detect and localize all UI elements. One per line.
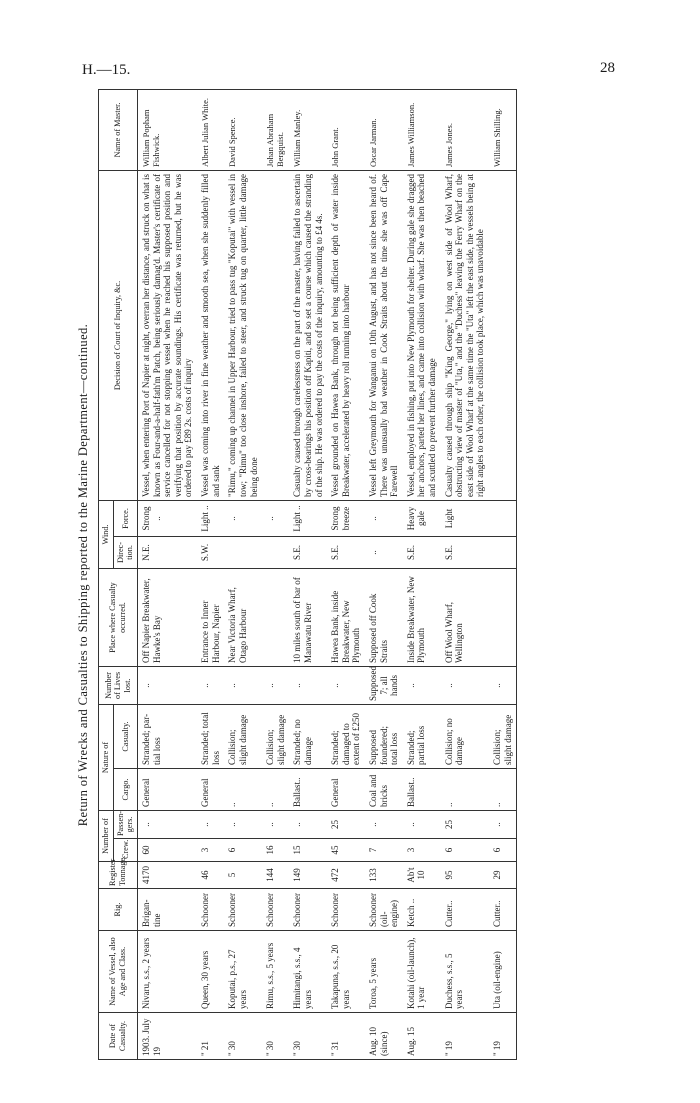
cell-tonnage: 149 [289, 862, 327, 889]
cell-date: " 21 [197, 1013, 224, 1060]
col-rig: Rig. [99, 889, 138, 931]
table-row [289, 89, 327, 1059]
cell-date: 1903. July 19 [138, 1013, 198, 1060]
cell-direction [224, 536, 262, 568]
cell-direction [262, 536, 289, 568]
cell-force: Heavy gale [403, 500, 441, 536]
cell-date: " 30 [262, 1013, 289, 1060]
cell-vessel: Uta (oil-engine) [489, 931, 517, 1013]
col-number-of: Number of [99, 810, 114, 861]
cell-tonnage: 5 [224, 862, 262, 889]
cell-cargo: Coal and bricks [365, 768, 403, 810]
cell-passengers: .. [138, 810, 198, 838]
cell-place: 10 miles south of bar of Manawatu River [289, 568, 327, 666]
cell-force: Light .. [289, 500, 327, 536]
cell-casualty: Collision; slight damage [224, 704, 262, 768]
cell-vessel: Takapuna, s.s., 20 years [327, 931, 365, 1013]
cell-cargo: .. [489, 768, 517, 810]
cell-date: " 30 [289, 1013, 327, 1060]
cell-crew: 3 [403, 839, 441, 862]
col-wind: Wind. [99, 500, 114, 568]
cell-tonnage: 46 [197, 862, 224, 889]
cell-decision: Vessel, employed in fishing, put into New Plymouth for shelter. During gale she dragged her anchors, parted her lines, and came into collision with wharf. She was then beached and scuttled to prevent further damage [403, 170, 441, 500]
cell-passengers: .. [365, 810, 403, 838]
cell-tonnage: 4170 [138, 862, 198, 889]
cell-force: Strong breeze [327, 500, 365, 536]
cell-casualty: Supposed foundered; total loss [365, 704, 403, 768]
cell-tonnage: Ab't 10 [403, 862, 441, 889]
cell-lives: .. [289, 666, 327, 704]
cell-casualty: Collision; slight damage [262, 704, 289, 768]
cell-passengers: 25 [441, 810, 489, 838]
cell-cargo: General [327, 768, 365, 810]
table-row [403, 89, 441, 1059]
cell-date: " 19 [489, 1013, 517, 1060]
cell-casualty: Collision; slight damage [489, 704, 517, 768]
table-row [327, 89, 365, 1059]
cell-tonnage: 144 [262, 862, 289, 889]
cell-cargo: .. [441, 768, 489, 810]
cell-vessel: Toroa, 5 years [365, 931, 403, 1013]
cell-place [489, 568, 517, 666]
cell-master: William Manley. [289, 89, 327, 170]
col-direction: Direc-tion. [113, 536, 137, 568]
cell-passengers: .. [403, 810, 441, 838]
cell-tonnage: 472 [327, 862, 365, 889]
cell-rig: Schooner [262, 889, 289, 931]
cell-direction: S.E. [327, 536, 365, 568]
cell-date: " 19 [441, 1013, 489, 1060]
cell-passengers: 25 [327, 810, 365, 838]
cell-date: Aug. 15 [403, 1013, 441, 1060]
cell-master: John Grant. [327, 89, 365, 170]
rotated-page-content [70, 90, 690, 1060]
cell-decision: Casualty caused through carelessness on the part of the master, having failed to ascertain by cross-bearings his position off Kapiti, and so set a course which caused the stranding of the ship. He was ordered to pay the costs of the inquiry, amounting to £4 4s. [289, 170, 327, 500]
cell-decision [489, 170, 517, 500]
cell-place: Supposed off Cook Straits [365, 568, 403, 666]
cell-crew: 6 [441, 839, 489, 862]
cell-casualty: Stranded; damaged to extent of £250 [327, 704, 365, 768]
col-cargo: Cargo. [113, 768, 137, 810]
table-row [489, 89, 517, 1059]
cell-master: Albert Julian White. [197, 89, 224, 170]
cell-lives: .. [403, 666, 441, 704]
table-row [138, 89, 198, 1059]
cell-passengers: .. [197, 810, 224, 838]
cell-master: James Jones. [441, 89, 489, 170]
cell-master: Johan Abraham Bergquist. [262, 89, 289, 170]
page-number: 28 [600, 60, 615, 76]
cell-cargo: Ballast.. [403, 768, 441, 810]
cell-vessel: Kotahi (oil-launch), 1 year [403, 931, 441, 1013]
cell-tonnage: 29 [489, 862, 517, 889]
cell-casualty: Stranded; total loss [197, 704, 224, 768]
cell-rig: Schooner [289, 889, 327, 931]
cell-crew: 6 [224, 839, 262, 862]
cell-decision [262, 170, 289, 500]
table-row [197, 89, 224, 1059]
cell-cargo: General [197, 768, 224, 810]
cell-lives: .. [138, 666, 198, 704]
cell-direction: S.E. [441, 536, 489, 568]
cell-lives: .. [327, 666, 365, 704]
col-vessel: Name of Vessel, also Age and Class. [99, 931, 138, 1013]
cell-place: Inside Breakwater, New Plymouth [403, 568, 441, 666]
cell-place: Hawea Bank, inside Breakwater, New Plymouth [327, 568, 365, 666]
cell-vessel: Duchess, s.s., 5 years [441, 931, 489, 1013]
cell-decision: "Rimu," coming up channel in Upper Harbour, tried to pass tug "Koputai" with vessel in tow; "Rimu" too close inshore, failed to steer, and struck tug on quarter, little damage being done [224, 170, 262, 500]
cell-place: Off Napier Breakwater, Hawke's Bay [138, 568, 198, 666]
cell-passengers: .. [224, 810, 262, 838]
cell-direction: S.W. [197, 536, 224, 568]
document-reference: H.—15. [82, 62, 131, 78]
col-force: Force. [113, 500, 137, 536]
cell-rig: Ketch .. [403, 889, 441, 931]
cell-rig: Cutter.. [441, 889, 489, 931]
col-master: Name of Master. [99, 89, 138, 170]
cell-crew: 7 [365, 839, 403, 862]
cell-crew: 45 [327, 839, 365, 862]
cell-place [262, 568, 289, 666]
cell-cargo: Ballast.. [289, 768, 327, 810]
table-row [441, 89, 489, 1059]
cell-direction: S.E. [403, 536, 441, 568]
cell-decision: Vessel grounded on Hawea Bank, through not being sufficient depth of water inside Breakwater, accelerated by heavy roll running into harbour [327, 170, 365, 500]
cell-force: .. [365, 500, 403, 536]
cell-master: William Popham Fishwick. [138, 89, 198, 170]
cell-direction [489, 536, 517, 568]
cell-vessel: Koputai, p.s., 27 years [224, 931, 262, 1013]
cell-place: Entrance to Inner Harbour, Napier [197, 568, 224, 666]
col-tonnage: Register Tonnage. [99, 862, 138, 889]
cell-rig: Schooner (oil-engine) [365, 889, 403, 931]
cell-lives: .. [224, 666, 262, 704]
cell-lives: .. [489, 666, 517, 704]
cell-date: " 31 [327, 1013, 365, 1060]
cell-force: Strong .. [138, 500, 198, 536]
cell-cargo: General [138, 768, 198, 810]
wrecks-table [98, 89, 517, 1060]
cell-vessel: Himitangi, s.s., 4 years [289, 931, 327, 1013]
table-row [262, 89, 289, 1059]
cell-place: Off Wool Wharf, Wellington [441, 568, 489, 666]
cell-master: Oscar Jarman. [365, 89, 403, 170]
cell-casualty: Stranded; par-tial loss [138, 704, 198, 768]
cell-master: William Shilling. [489, 89, 517, 170]
cell-casualty: Stranded; no damage [289, 704, 327, 768]
cell-decision: Vessel, when entering Port of Napier at night, overran her distance, and struck on what is known as Four-and-a-half-fath'm Patch, being seriously damag'd. Master's certificate of service cancelled for not stopping vessel when he reached his supposed position and verifying that position by accurate soundings. His certificate was returned, but he was ordered to pay £89 2s. costs of inquiry [138, 170, 198, 500]
cell-lives: .. [262, 666, 289, 704]
cell-lives: .. [197, 666, 224, 704]
col-decision: Decision of Court of Inquiry, &c. [99, 170, 138, 500]
cell-direction: S.E. [289, 536, 327, 568]
cell-place: Near Victoria Wharf, Otago Harbour [224, 568, 262, 666]
cell-master: David Spence. [224, 89, 262, 170]
cell-decision: Casualty caused through ship "King George," lying on west side of Wool Wharf, obstructing view of master of "Uta," and the "Duchess" leaving the Ferry Wharf on the east side of Wool Wharf at the same time the "Uta" left the east side, the vessels being at right angles to each other, the collision took place, which was unavoidable [441, 170, 489, 500]
cell-casualty: Stranded; partial loss [403, 704, 441, 768]
table-row [365, 89, 403, 1059]
cell-decision: Vessel left Greymouth for Wanganui on 10th August, and has not since been heard of. There was unusually bad weather in Cook Straits about the time she was off Cape Farewell [365, 170, 403, 500]
cell-cargo: .. [224, 768, 262, 810]
cell-date: " 30 [224, 1013, 262, 1060]
cell-crew: 16 [262, 839, 289, 862]
cell-decision: Vessel was coming into river in fine weather and smooth sea, when she suddenly filled and sank [197, 170, 224, 500]
cell-crew: 15 [289, 839, 327, 862]
col-lives: Number of Lives lost. [99, 666, 138, 704]
cell-crew: 3 [197, 839, 224, 862]
table-body [138, 89, 517, 1059]
cell-cargo: .. [262, 768, 289, 810]
cell-tonnage: 133 [365, 862, 403, 889]
cell-force: .. [262, 500, 289, 536]
cell-force: Light .. [197, 500, 224, 536]
cell-force: Light [441, 500, 489, 536]
col-passengers: Passen-gers. [113, 810, 137, 838]
col-crew: Crew. [113, 839, 137, 862]
table-caption: Return of Wrecks and Casualties to Shipping reported to the Marine Department—continued. [76, 323, 90, 827]
cell-force: .. [224, 500, 262, 536]
cell-casualty: Collision; no damage [441, 704, 489, 768]
table-row [224, 89, 262, 1059]
cell-vessel: Queen, 30 years [197, 931, 224, 1013]
cell-master: James Williamson. [403, 89, 441, 170]
cell-passengers: .. [289, 810, 327, 838]
col-nature-of: Nature of [99, 704, 114, 810]
col-date: Date of Casualty. [99, 1013, 138, 1060]
cell-crew: 60 [138, 839, 198, 862]
cell-vessel: Rimu, s.s., 5 years [262, 931, 289, 1013]
cell-rig: Schooner [224, 889, 262, 931]
cell-force [489, 500, 517, 536]
cell-direction: N.E. [138, 536, 198, 568]
cell-date: Aug. 10 (since) [365, 1013, 403, 1060]
cell-rig: Brigan-tine [138, 889, 198, 931]
cell-lives: Supposed 7; all hands [365, 666, 403, 704]
cell-crew: 6 [489, 839, 517, 862]
col-place: Place where Casualty occurred. [99, 568, 138, 666]
cell-passengers: .. [489, 810, 517, 838]
cell-tonnage: 95 [441, 862, 489, 889]
cell-direction: .. [365, 536, 403, 568]
cell-lives: .. [441, 666, 489, 704]
cell-passengers: .. [262, 810, 289, 838]
cell-rig: Schooner [327, 889, 365, 931]
cell-rig: Cutter.. [489, 889, 517, 931]
cell-rig: Schooner [197, 889, 224, 931]
col-casualty: Casualty. [113, 704, 137, 768]
cell-vessel: Nivaru, s.s., 2 years [138, 931, 198, 1013]
